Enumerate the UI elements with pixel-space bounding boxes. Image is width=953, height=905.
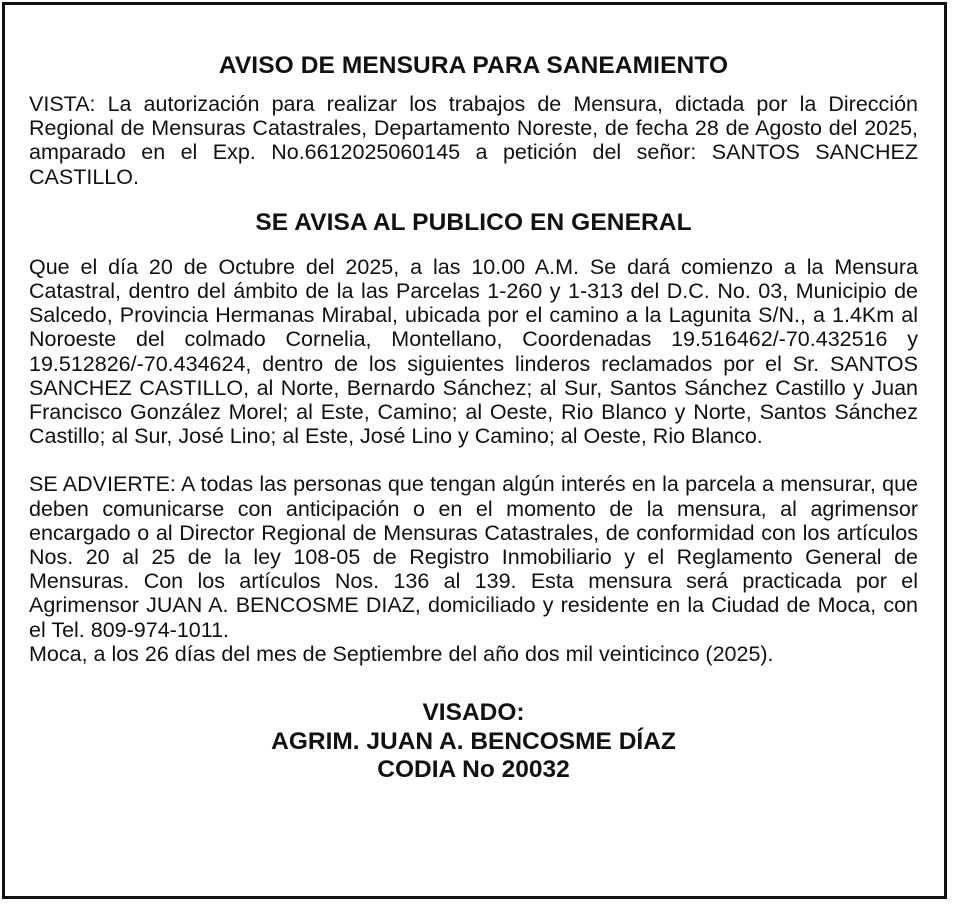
warning-paragraph: SE ADVIERTE: A todas las personas que tengan algún interés en la parcela a mensurar, que deben comunicarse con anticipación o en el momento de la mensura, al agrimensor encargado o al Director Regional de Mensuras Catastrales, de conformidad con los artículos Nos. 20 al 25 de la ley 108-05 de Registro Inmobiliario y el Reglamento General de Mensuras. Con los artículos Nos. 136 al 139. Esta mensura será practicada por el Agrimensor JUAN A. BENCOSME DIAZ, domiciliado y residente en la Ciudad de Moca, con el Tel. 809-974-1011. xyxy=(29,472,918,642)
survey-details-paragraph: Que el día 20 de Octubre del 2025, a las 10.00 A.M. Se dará comienzo a la Mensura Catastral, dentro del ámbito de la las Parcelas 1-260 y 1-313 del D.C. No. 03, Municipio de Salcedo, Provincia Hermanas Mirabal, ubicada por el camino a la Lagunita S/N., a 1.4Km al Noroeste del colmado Cornelia, Montellano, Coordenadas 19.516462/-70.432516 y 19.512826/-70.434624, dentro de los siguientes linderos reclamados por el Sr. SANTOS SANCHEZ CASTILLO, al Norte, Bernardo Sánchez; al Sur, Santos Sánchez Castillo y Juan Francisco González Morel; al Este, Camino; al Oeste, Rio Blanco y Norte, Santos Sánchez Castillo; al Sur, José Lino; al Este, José Lino y Camino; al Oeste, Rio Blanco. xyxy=(29,254,918,449)
notice-content xyxy=(29,50,918,785)
vista-paragraph: VISTA: La autorización para realizar los trabajos de Mensura, dictada por la Dirección Regional de Mensuras Catastrales, Departamento Noreste, de fecha 28 de Agosto del 2025, amparado en el Exp. No.6612025060145 a petición del señor: SANTOS SANCHEZ CASTILLO. xyxy=(29,92,918,189)
codia-number: CODIA No 20032 xyxy=(377,756,570,784)
closing-date-line: Moca, a los 26 días del mes de Septiembre del año dos mil veinticinco (2025). xyxy=(29,641,774,666)
notice-frame xyxy=(2,2,947,899)
public-notice-heading: SE AVISA AL PUBLICO EN GENERAL xyxy=(255,208,692,236)
surveyor-name: AGRIM. JUAN A. BENCOSME DÍAZ xyxy=(271,727,676,755)
visado-label: VISADO: xyxy=(422,699,525,727)
signature-block xyxy=(29,699,918,785)
notice-title: AVISO DE MENSURA PARA SANEAMIENTO xyxy=(218,52,729,79)
